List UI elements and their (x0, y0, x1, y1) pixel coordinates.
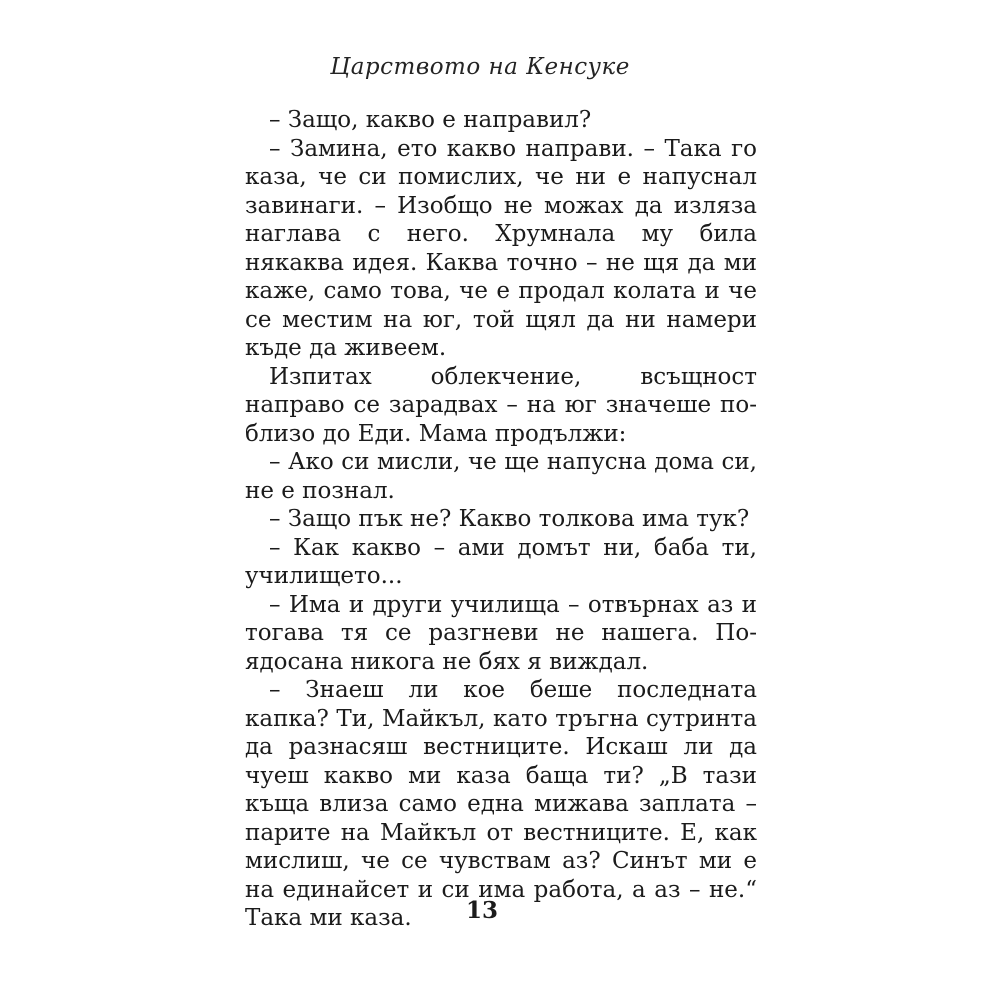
paragraph: – Замина, ето какво направи. – Така го каза, че си помислих, че ни е напуснал завинаги. – Изобщо не можах да изляза наглава с него. Хрумнала му била някаква идея. Каква точно – не щя да ми каже, само това, че е продал колата и че се местим на юг, той щял да ни намери къде да живеем. (245, 135, 757, 361)
paragraph: – Знаеш ли кое беше последната капка? Ти, Майкъл, като тръгна сутринта да разнасяш вестниците. Искаш ли да чуеш какво ми каза баща ти? „В тази къща влиза само една мижава заплата – парите на Майкъл от вестниците. Е, как мислиш, че се чувствам аз? Синът ми е на единайсет и си има работа, а аз – не.“ Така ми каза. (245, 677, 757, 931)
paragraph: – Ако си мисли, че ще напусна дома си, не е познал. (245, 449, 757, 504)
paragraph: – Защо пък не? Какво толкова има тук? (269, 506, 750, 532)
paragraph: Изпитах облекчение, всъщност направо се зарадвах – на юг значеше по-близо до Еди. Мама продължи: (245, 363, 757, 447)
paragraph: – Има и други училища – отвърнах аз и тогава тя се разгневи не нашега. По-ядосана никога не бях я виждал. (245, 591, 757, 675)
paragraph: – Как какво – ами домът ни, баба ти, училището... (245, 534, 757, 589)
running-title: Царството на Кенсуке (330, 54, 630, 80)
text-block (245, 106, 757, 933)
page-number: 13 (465, 897, 498, 924)
paragraph: – Защо, какво е направил? (269, 107, 592, 133)
